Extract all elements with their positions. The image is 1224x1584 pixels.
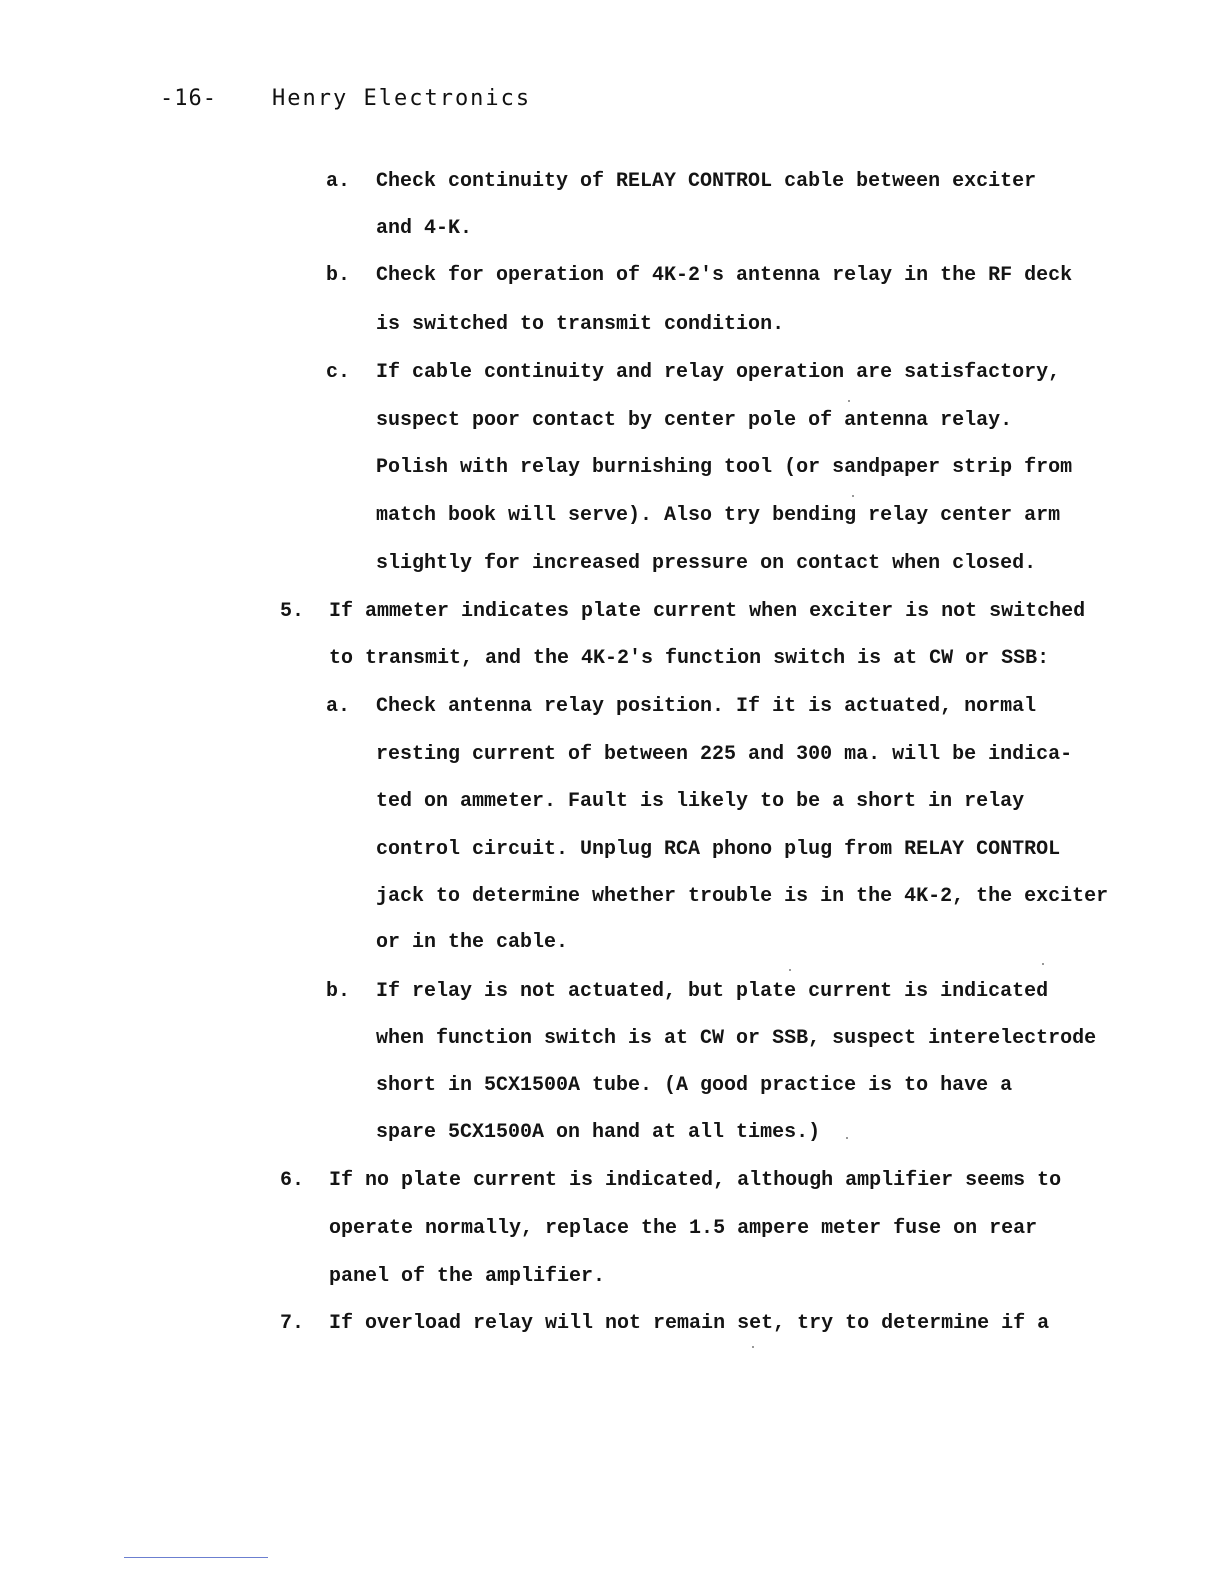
item-marker: 7. — [280, 1312, 305, 1335]
scan-speck — [1042, 963, 1044, 965]
text-line: Check antenna relay position. If it is actuated, normal — [376, 695, 1037, 718]
text-line: is switched to transmit condition. — [376, 313, 785, 336]
text-line: when function switch is at CW or SSB, suspect interelectrode — [376, 1027, 1097, 1050]
text-line: If relay is not actuated, but plate current is indicated — [376, 980, 1049, 1003]
text-line: to transmit, and the 4K-2's function switch is at CW or SSB: — [329, 647, 1050, 670]
text-line: spare 5CX1500A on hand at all times.) — [376, 1121, 821, 1144]
text-line: resting current of between 225 and 300 ma. will be indica- — [376, 743, 1073, 766]
text-line: If cable continuity and relay operation are satisfactory, — [376, 361, 1061, 384]
text-line: short in 5CX1500A tube. (A good practice is to have a — [376, 1074, 1013, 1097]
text-line: jack to determine whether trouble is in the 4K-2, the exciter — [376, 885, 1109, 908]
text-line: panel of the amplifier. — [329, 1265, 606, 1288]
item-marker: a. — [326, 170, 351, 193]
text-line: operate normally, replace the 1.5 ampere meter fuse on rear — [329, 1217, 1038, 1240]
text-line: slightly for increased pressure on contact when closed. — [376, 552, 1037, 575]
scan-speck — [846, 1137, 848, 1139]
text-line: suspect poor contact by center pole of antenna relay. — [376, 409, 1013, 432]
item-marker: b. — [326, 264, 351, 287]
text-line: match book will serve). Also try bending relay center arm — [376, 504, 1061, 527]
item-marker: a. — [326, 695, 351, 718]
text-line: Check continuity of RELAY CONTROL cable between exciter — [376, 170, 1037, 193]
text-line: or in the cable. — [376, 931, 569, 954]
item-marker: 6. — [280, 1169, 305, 1192]
scan-speck — [852, 495, 854, 497]
page-number: -16- — [160, 86, 217, 111]
item-marker: c. — [326, 361, 351, 384]
scan-speck — [848, 400, 850, 402]
text-line: ted on ammeter. Fault is likely to be a short in relay — [376, 790, 1025, 813]
text-line: If overload relay will not remain set, try to determine if a — [329, 1312, 1050, 1335]
text-line: If no plate current is indicated, although amplifier seems to — [329, 1169, 1062, 1192]
item-marker: 5. — [280, 600, 305, 623]
footer-rule — [124, 1557, 268, 1558]
text-line: If ammeter indicates plate current when exciter is not switched — [329, 600, 1086, 623]
scan-speck — [789, 969, 791, 971]
text-line: and 4-K. — [376, 217, 473, 240]
text-line: control circuit. Unplug RCA phono plug from RELAY CONTROL — [376, 838, 1061, 861]
text-line: Polish with relay burnishing tool (or sandpaper strip from — [376, 456, 1073, 479]
item-marker: b. — [326, 980, 351, 1003]
brand-title: Henry Electronics — [272, 86, 532, 111]
scan-speck — [752, 1346, 754, 1348]
text-line: Check for operation of 4K-2's antenna relay in the RF deck — [376, 264, 1073, 287]
